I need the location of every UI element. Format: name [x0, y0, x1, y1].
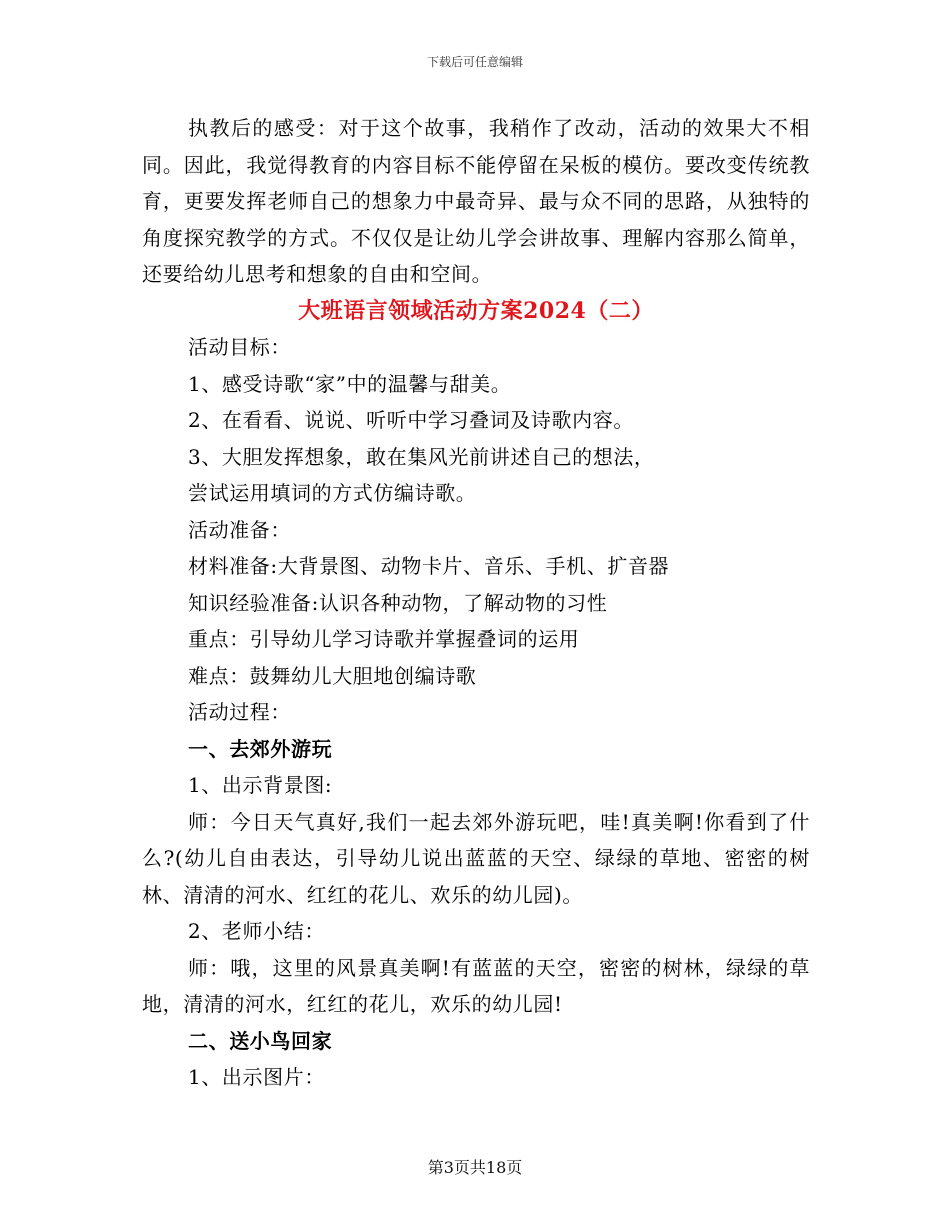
goal-item-1: 1、感受诗歌“家”中的温馨与甜美。 [188, 371, 512, 396]
process-label: 活动过程： [188, 700, 291, 724]
goal-item-3: 3、大胆发挥想象，敢在集风光前讲述自己的想法， [188, 444, 655, 469]
goal-item-3-continued: 尝试运用填词的方式仿编诗歌。 [188, 481, 477, 505]
section1-step1: 1、出示背景图: [188, 773, 333, 797]
preparation-label: 活动准备： [188, 517, 291, 542]
section2-heading: 二、送小鸟回家 [188, 1028, 333, 1053]
knowledge-preparation: 知识经验准备:认识各种动物，了解动物的习性 [188, 590, 608, 615]
section1-heading: 一、去郊外游玩 [188, 736, 333, 761]
section1-dialog1: 师：今日天气真好,我们一起去郊外游玩吧，哇!真美啊!你看到了什么?(幼儿自由表达，引导幼儿说出蓝蓝的天空、绿绿的草地、密密的树林、清清的河水、红红的花儿、欢乐的幼儿园)。 [142, 809, 810, 907]
page-header: 下载后可任意编辑 [426, 55, 523, 69]
document-body [142, 110, 810, 1096]
reflection-paragraph: 执教后的感受：对于这个故事，我稍作了改动，活动的效果大不相同。因此，我觉得教育的内容目标不能停留在呆板的模仿。要改变传统教育，更要发挥老师自己的想象力中最奇异、最与众不同的思路，从独特的角度探究教学的方式。不仅仅是让幼儿学会讲故事、理解内容那么简单，还要给幼儿思考和想象的自由和空间。 [142, 116, 810, 286]
page-footer: 第3页共18页 [427, 1158, 523, 1177]
goals-label: 活动目标： [188, 335, 291, 359]
material-preparation: 材料准备:大背景图、动物卡片、音乐、手机、扩音器 [188, 554, 670, 578]
section2-step1: 1、出示图片： [188, 1065, 325, 1089]
section1-step2: 2、老师小结： [188, 919, 325, 943]
key-point: 重点：引导幼儿学习诗歌并掌握叠词的运用 [188, 627, 580, 651]
section1-dialog2: 师：哦，这里的风景真美啊!有蓝蓝的天空，密密的树林，绿绿的草地，清清的河水，红红的花儿，欢乐的幼儿园! [142, 955, 810, 1016]
difficult-point: 难点：鼓舞幼儿大胆地创编诗歌 [188, 663, 477, 688]
goal-item-2: 2、在看看、说说、听听中学习叠词及诗歌内容。 [188, 408, 634, 432]
section-title: 大班语言领域活动方案2024（二） [298, 297, 654, 324]
